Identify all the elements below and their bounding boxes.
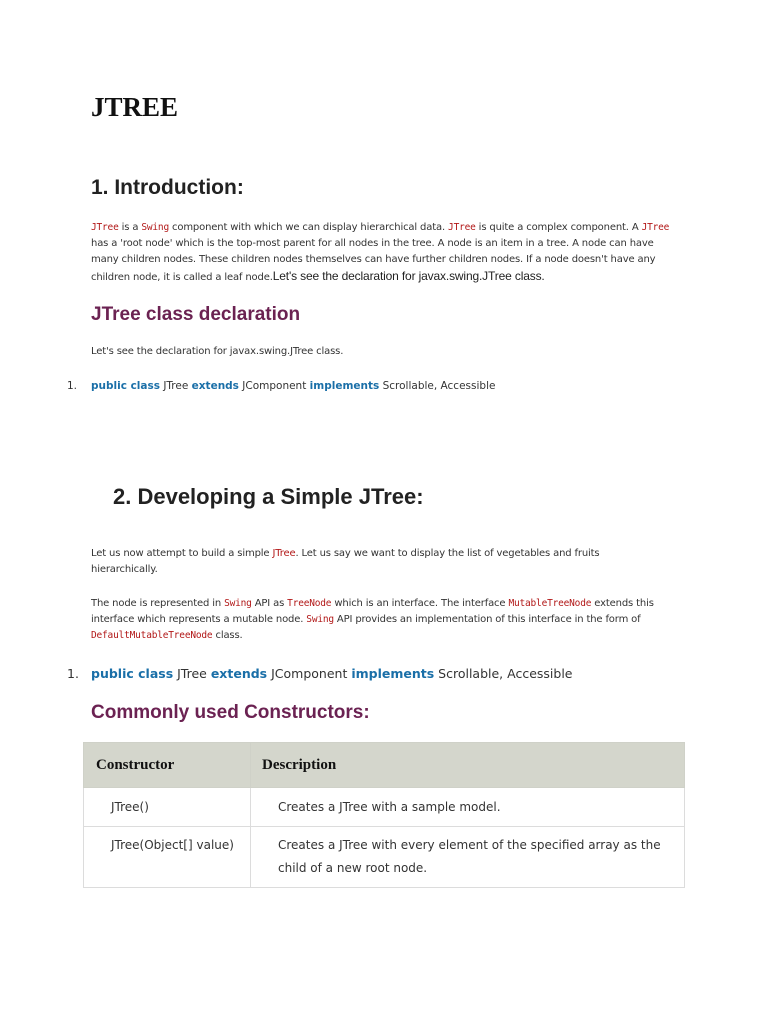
inline-code: JTree (272, 548, 296, 559)
column-header-constructor: Constructor (84, 743, 251, 788)
intro-paragraph: JTree is a Swing component with which we can display hierarchical data. JTree is quite a complex component. A JTree has a 'root node' which is the top-most parent for all nodes in the tree. A node is an item in a tree. A node can have many children nodes. These children nodes themselves can have further children nodes. If a node doesn't have any children node, it is called a leaf node.Let's see the declaration for javax.swing.JTree class. (91, 222, 670, 283)
intro-heading: 1. Introduction: (91, 176, 244, 199)
description-cell: Creates a JTree with every element of the specified array as the child of a new root node. (251, 827, 685, 888)
developing-heading: 2. Developing a Simple JTree: (113, 484, 424, 509)
description-cell: Creates a JTree with a sample model. (251, 788, 685, 827)
declaration-text: Let's see the declaration for javax.swing.JTree class. (91, 346, 344, 357)
inline-code: JTree (91, 222, 119, 233)
table-row (84, 788, 685, 827)
column-header-description: Description (251, 743, 685, 788)
declaration-heading: JTree class declaration (91, 304, 301, 325)
constructor-cell: JTree() (84, 788, 251, 827)
table-row (84, 827, 685, 888)
inline-code: TreeNode (287, 598, 332, 609)
code-listing-declaration: 1. public class JTree extends JComponent implements Scrollable, Accessible (67, 380, 496, 392)
inline-code: MutableTreeNode (508, 598, 592, 609)
inline-code: JTree (448, 222, 476, 233)
inline-code: Swing (224, 598, 252, 609)
developing-paragraph-2: The node is represented in Swing API as TreeNode which is an interface. The interface MutableTreeNode extends this interface which represents a mutable node. Swing API provides an implementation of this interface in the form of DefaultMutableTreeNode class. (91, 598, 654, 641)
developing-paragraph-1: Let us now attempt to build a simple JTree. Let us say we want to display the list of vegetables and fruits hierarchically. (91, 548, 600, 575)
inline-code: JTree (641, 222, 670, 233)
inline-code: Swing (141, 222, 169, 233)
intro-tail-text: Let's see the declaration for javax.swing.JTree class. (272, 269, 545, 283)
constructor-cell: JTree(Object[] value) (84, 827, 251, 888)
constructors-heading: Commonly used Constructors: (91, 702, 370, 723)
inline-code: Swing (306, 614, 334, 625)
inline-code: DefaultMutableTreeNode (91, 630, 213, 641)
constructors-table (83, 742, 685, 888)
table-header-row (84, 743, 685, 788)
page-title: JTREE (91, 92, 179, 122)
code-listing-simple: 1. public class JTree extends JComponent implements Scrollable, Accessible (67, 666, 573, 681)
